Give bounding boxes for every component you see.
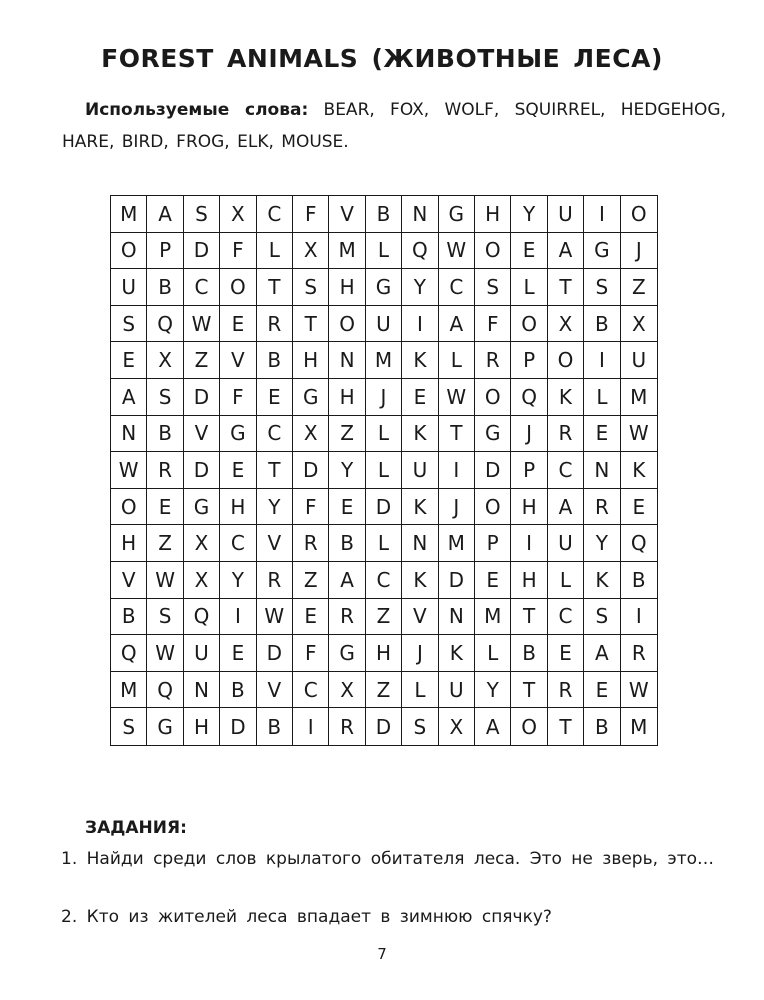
grid-cell[interactable]: U: [402, 452, 438, 489]
grid-cell[interactable]: E: [402, 379, 438, 416]
grid-cell[interactable]: R: [257, 562, 293, 599]
grid-cell[interactable]: O: [511, 306, 547, 343]
grid-cell[interactable]: D: [257, 635, 293, 672]
grid-cell[interactable]: L: [475, 635, 511, 672]
grid-cell[interactable]: L: [548, 562, 584, 599]
grid-cell[interactable]: G: [366, 269, 402, 306]
grid-cell[interactable]: X: [184, 525, 220, 562]
grid-cell[interactable]: B: [584, 306, 620, 343]
used-words-paragraph: [62, 94, 726, 158]
grid-cell[interactable]: G: [584, 233, 620, 270]
grid-cell[interactable]: F: [220, 379, 256, 416]
grid-cell[interactable]: S: [402, 708, 438, 745]
grid-cell[interactable]: S: [584, 269, 620, 306]
grid-cell[interactable]: B: [584, 708, 620, 745]
grid-cell[interactable]: T: [548, 269, 584, 306]
grid-cell[interactable]: A: [475, 708, 511, 745]
grid-cell[interactable]: A: [329, 562, 365, 599]
grid-cell[interactable]: O: [475, 379, 511, 416]
grid-cell[interactable]: O: [621, 196, 657, 233]
grid-cell[interactable]: G: [439, 196, 475, 233]
grid-cell[interactable]: I: [220, 599, 256, 636]
grid-cell[interactable]: S: [111, 306, 147, 343]
grid-cell[interactable]: O: [511, 708, 547, 745]
grid-cell[interactable]: G: [293, 379, 329, 416]
grid-cell[interactable]: M: [111, 196, 147, 233]
task-2: 2. Кто из жителей леса впадает в зимнюю спячку?: [61, 907, 552, 927]
grid-cell[interactable]: J: [439, 489, 475, 526]
grid-cell[interactable]: N: [439, 599, 475, 636]
grid-cell[interactable]: W: [439, 233, 475, 270]
grid-cell[interactable]: T: [257, 452, 293, 489]
grid-cell[interactable]: S: [475, 269, 511, 306]
grid-cell[interactable]: M: [621, 379, 657, 416]
grid-cell[interactable]: R: [548, 416, 584, 453]
word-search-grid: [110, 195, 658, 746]
grid-cell[interactable]: E: [220, 635, 256, 672]
grid-cell[interactable]: X: [439, 708, 475, 745]
grid-cell[interactable]: W: [439, 379, 475, 416]
grid-cell[interactable]: K: [402, 416, 438, 453]
grid-cell[interactable]: X: [184, 562, 220, 599]
grid-cell[interactable]: X: [220, 196, 256, 233]
grid-cell[interactable]: S: [184, 196, 220, 233]
grid-cell[interactable]: C: [257, 196, 293, 233]
grid-cell[interactable]: C: [366, 562, 402, 599]
grid-cell[interactable]: R: [584, 489, 620, 526]
grid-cell[interactable]: L: [584, 379, 620, 416]
grid-cell[interactable]: Q: [511, 379, 547, 416]
grid-cell[interactable]: A: [111, 379, 147, 416]
grid-cell[interactable]: O: [111, 233, 147, 270]
grid-cell[interactable]: R: [621, 635, 657, 672]
grid-cell[interactable]: E: [511, 233, 547, 270]
grid-cell[interactable]: C: [293, 672, 329, 709]
grid-cell[interactable]: E: [293, 599, 329, 636]
grid-cell[interactable]: E: [257, 379, 293, 416]
grid-cell[interactable]: N: [329, 342, 365, 379]
grid-cell[interactable]: J: [366, 379, 402, 416]
grid-cell[interactable]: M: [329, 233, 365, 270]
grid-cell[interactable]: I: [621, 599, 657, 636]
grid-cell[interactable]: V: [111, 562, 147, 599]
grid-cell[interactable]: L: [511, 269, 547, 306]
grid-cell[interactable]: Z: [621, 269, 657, 306]
grid-cell[interactable]: H: [511, 562, 547, 599]
grid-cell[interactable]: Y: [475, 672, 511, 709]
grid-cell[interactable]: A: [584, 635, 620, 672]
grid-cell[interactable]: M: [366, 342, 402, 379]
grid-cell[interactable]: K: [402, 489, 438, 526]
grid-cell[interactable]: I: [439, 452, 475, 489]
page-number: 7: [377, 945, 387, 963]
grid-cell[interactable]: K: [402, 562, 438, 599]
grid-cell[interactable]: O: [329, 306, 365, 343]
grid-cell[interactable]: C: [548, 599, 584, 636]
grid-cell[interactable]: H: [511, 489, 547, 526]
task-1: 1. Найди среди слов крылатого обитателя леса. Это не зверь, это…: [61, 849, 715, 869]
grid-cell[interactable]: H: [366, 635, 402, 672]
grid-cell[interactable]: U: [184, 635, 220, 672]
grid-cell[interactable]: G: [475, 416, 511, 453]
grid-cell[interactable]: Y: [584, 525, 620, 562]
grid-cell[interactable]: X: [147, 342, 183, 379]
grid-cell[interactable]: E: [147, 489, 183, 526]
grid-cell[interactable]: B: [147, 269, 183, 306]
grid-cell[interactable]: W: [257, 599, 293, 636]
grid-cell[interactable]: V: [184, 416, 220, 453]
grid-cell[interactable]: K: [439, 635, 475, 672]
grid-cell[interactable]: U: [548, 525, 584, 562]
grid-cell[interactable]: T: [293, 306, 329, 343]
grid-cell[interactable]: J: [402, 635, 438, 672]
grid-cell[interactable]: H: [329, 269, 365, 306]
grid-cell[interactable]: H: [329, 379, 365, 416]
grid-cell[interactable]: F: [293, 489, 329, 526]
grid-cell[interactable]: E: [329, 489, 365, 526]
grid-cell[interactable]: V: [257, 525, 293, 562]
grid-cell[interactable]: T: [257, 269, 293, 306]
grid-cell[interactable]: W: [621, 416, 657, 453]
grid-cell[interactable]: P: [511, 452, 547, 489]
grid-cell[interactable]: D: [475, 452, 511, 489]
grid-cell[interactable]: R: [329, 599, 365, 636]
grid-cell[interactable]: D: [184, 379, 220, 416]
grid-cell[interactable]: S: [293, 269, 329, 306]
grid-cell[interactable]: X: [548, 306, 584, 343]
grid-cell[interactable]: U: [548, 196, 584, 233]
grid-cell[interactable]: B: [511, 635, 547, 672]
grid-cell[interactable]: C: [220, 525, 256, 562]
grid-cell[interactable]: F: [293, 196, 329, 233]
grid-cell[interactable]: V: [257, 672, 293, 709]
grid-cell[interactable]: O: [475, 233, 511, 270]
grid-cell[interactable]: L: [366, 416, 402, 453]
grid-cell[interactable]: D: [184, 452, 220, 489]
grid-cell[interactable]: N: [584, 452, 620, 489]
grid-cell[interactable]: I: [584, 342, 620, 379]
grid-cell[interactable]: R: [147, 452, 183, 489]
grid-cell[interactable]: H: [184, 708, 220, 745]
grid-cell[interactable]: A: [548, 489, 584, 526]
grid-cell[interactable]: Y: [511, 196, 547, 233]
grid-cell[interactable]: L: [402, 672, 438, 709]
grid-cell[interactable]: G: [147, 708, 183, 745]
grid-cell[interactable]: N: [402, 525, 438, 562]
grid-cell[interactable]: F: [475, 306, 511, 343]
grid-cell[interactable]: Z: [147, 525, 183, 562]
grid-cell[interactable]: O: [548, 342, 584, 379]
grid-cell[interactable]: R: [548, 672, 584, 709]
grid-cell[interactable]: W: [147, 635, 183, 672]
grid-cell[interactable]: B: [366, 196, 402, 233]
grid-cell[interactable]: Q: [621, 525, 657, 562]
grid-cell[interactable]: E: [220, 452, 256, 489]
grid-cell[interactable]: R: [293, 525, 329, 562]
grid-cell[interactable]: Z: [293, 562, 329, 599]
grid-cell[interactable]: P: [511, 342, 547, 379]
grid-cell[interactable]: D: [439, 562, 475, 599]
grid-cell[interactable]: E: [111, 342, 147, 379]
grid-cell[interactable]: L: [257, 233, 293, 270]
grid-cell[interactable]: U: [366, 306, 402, 343]
grid-cell[interactable]: L: [366, 233, 402, 270]
grid-cell[interactable]: B: [257, 708, 293, 745]
grid-cell[interactable]: I: [584, 196, 620, 233]
grid-cell[interactable]: C: [184, 269, 220, 306]
grid-cell[interactable]: S: [147, 379, 183, 416]
grid-cell[interactable]: T: [511, 599, 547, 636]
grid-cell[interactable]: G: [220, 416, 256, 453]
grid-cell[interactable]: H: [475, 196, 511, 233]
grid-cell[interactable]: K: [584, 562, 620, 599]
grid-cell[interactable]: Y: [220, 562, 256, 599]
grid-cell[interactable]: K: [402, 342, 438, 379]
grid-cell[interactable]: C: [257, 416, 293, 453]
grid-cell[interactable]: I: [293, 708, 329, 745]
grid-cell[interactable]: X: [621, 306, 657, 343]
grid-cell[interactable]: E: [621, 489, 657, 526]
grid-cell[interactable]: X: [293, 233, 329, 270]
grid-cell[interactable]: D: [184, 233, 220, 270]
grid-cell[interactable]: H: [111, 525, 147, 562]
grid-cell[interactable]: H: [220, 489, 256, 526]
grid-cell[interactable]: L: [366, 452, 402, 489]
grid-cell[interactable]: X: [329, 672, 365, 709]
grid-cell[interactable]: H: [293, 342, 329, 379]
grid-cell[interactable]: Q: [111, 635, 147, 672]
grid-cell[interactable]: M: [111, 672, 147, 709]
grid-cell[interactable]: B: [621, 562, 657, 599]
grid-cell[interactable]: B: [220, 672, 256, 709]
grid-cell[interactable]: B: [147, 416, 183, 453]
grid-cell[interactable]: W: [111, 452, 147, 489]
grid-cell[interactable]: N: [402, 196, 438, 233]
grid-cell[interactable]: N: [184, 672, 220, 709]
grid-cell[interactable]: E: [475, 562, 511, 599]
grid-cell[interactable]: R: [257, 306, 293, 343]
grid-cell[interactable]: M: [630, 714, 648, 739]
grid-cell[interactable]: U: [621, 342, 657, 379]
grid-cell[interactable]: A: [548, 233, 584, 270]
grid-cell[interactable]: T: [548, 708, 584, 745]
grid-cell[interactable]: W: [184, 306, 220, 343]
grid-cell[interactable]: G: [329, 635, 365, 672]
used-words-label: Используемые слова:: [85, 100, 309, 120]
grid-cell[interactable]: O: [111, 489, 147, 526]
grid-cell[interactable]: L: [439, 342, 475, 379]
grid-cell[interactable]: V: [220, 342, 256, 379]
grid-cell[interactable]: P: [147, 233, 183, 270]
grid-cell[interactable]: N: [111, 416, 147, 453]
grid-cell[interactable]: I: [511, 525, 547, 562]
grid-cell[interactable]: C: [548, 452, 584, 489]
grid-cell[interactable]: S: [584, 599, 620, 636]
grid-cell[interactable]: D: [293, 452, 329, 489]
grid-cell[interactable]: M: [439, 525, 475, 562]
grid-cell[interactable]: X: [293, 416, 329, 453]
grid-cell[interactable]: G: [184, 489, 220, 526]
grid-cell[interactable]: F: [220, 233, 256, 270]
grid-cell[interactable]: Q: [402, 233, 438, 270]
grid-cell[interactable]: T: [439, 416, 475, 453]
grid-cell[interactable]: M: [475, 599, 511, 636]
grid-cell[interactable]: O: [220, 269, 256, 306]
grid-cell[interactable]: P: [475, 525, 511, 562]
grid-cell[interactable]: B: [111, 599, 147, 636]
grid-cell[interactable]: I: [402, 306, 438, 343]
grid-cell[interactable]: D: [366, 708, 402, 745]
grid-cell[interactable]: D: [220, 708, 256, 745]
grid-cell[interactable]: W: [621, 672, 657, 709]
grid-cell[interactable]: K: [548, 379, 584, 416]
grid-cell[interactable]: W: [147, 562, 183, 599]
grid-cell[interactable]: E: [548, 635, 584, 672]
grid-cell[interactable]: Z: [329, 416, 365, 453]
grid-cell[interactable]: T: [511, 672, 547, 709]
grid-cell[interactable]: V: [329, 196, 365, 233]
page-title: FOREST ANIMALS (ЖИВОТНЫЕ ЛЕСА): [101, 44, 663, 73]
grid-cell[interactable]: R: [329, 708, 365, 745]
grid-cell[interactable]: Y: [402, 269, 438, 306]
grid-cell[interactable]: F: [293, 635, 329, 672]
grid-cell[interactable]: R: [475, 342, 511, 379]
grid-cell[interactable]: B: [257, 342, 293, 379]
grid-cell[interactable]: C: [439, 269, 475, 306]
grid-cell[interactable]: Q: [147, 672, 183, 709]
grid-cell[interactable]: L: [366, 525, 402, 562]
grid-cell[interactable]: Z: [366, 599, 402, 636]
grid-cell[interactable]: Z: [366, 672, 402, 709]
grid-cell[interactable]: K: [621, 452, 657, 489]
grid-cell[interactable]: Y: [329, 452, 365, 489]
grid-cell[interactable]: Y: [257, 489, 293, 526]
grid-cell[interactable]: O: [475, 489, 511, 526]
grid-cell[interactable]: E: [584, 416, 620, 453]
grid-cell[interactable]: E: [584, 672, 620, 709]
grid-cell[interactable]: B: [329, 525, 365, 562]
grid-cell[interactable]: S: [147, 599, 183, 636]
grid-cell[interactable]: D: [366, 489, 402, 526]
grid-cell[interactable]: S: [111, 708, 147, 745]
grid-cell[interactable]: A: [439, 306, 475, 343]
used-words-list: BEAR, FOX, WOLF, SQUIRREL, HEDGEHOG, HARE, BIRD, FROG, ELK, MOUSE.: [62, 100, 726, 152]
grid-cell[interactable]: E: [220, 306, 256, 343]
grid-cell[interactable]: U: [439, 672, 475, 709]
grid-cell[interactable]: J: [621, 233, 657, 270]
grid-cell[interactable]: A: [147, 196, 183, 233]
grid-cell[interactable]: Z: [184, 342, 220, 379]
grid-cell[interactable]: Q: [184, 599, 220, 636]
tasks-heading: ЗАДАНИЯ:: [85, 818, 187, 838]
grid-cell[interactable]: V: [402, 599, 438, 636]
grid-cell[interactable]: J: [511, 416, 547, 453]
grid-cell[interactable]: Q: [147, 306, 183, 343]
grid-cell[interactable]: U: [111, 269, 147, 306]
